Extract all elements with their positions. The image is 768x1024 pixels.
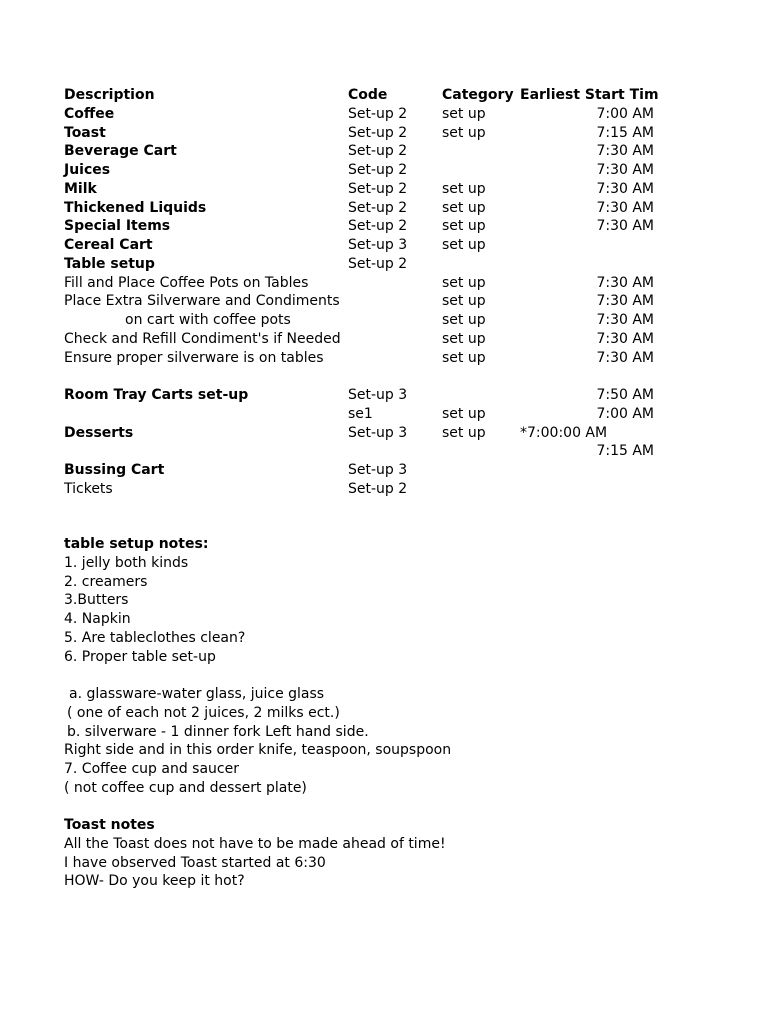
toast-notes-title: Toast notes [64,817,155,833]
notes-title: table setup notes: [64,536,209,552]
toast-note-line: I have observed Toast started at 6:30 [64,854,326,871]
row-category: set up [442,218,486,235]
table-row [64,292,714,311]
header-earliest-start: Earliest Start Tim [520,87,659,103]
row-time: 7:30 AM [596,218,654,235]
row-code: Set-up 2 [348,255,408,272]
toast-note-line: All the Toast does not have to be made ahead of time! [64,835,446,852]
row-description: Beverage Cart [64,143,177,160]
note-line: 5. Are tableclothes clean? [64,629,246,646]
row-category: set up [442,330,486,347]
row-code: Set-up 2 [348,162,408,178]
row-time [520,236,654,255]
row-code: Set-up 3 [348,424,408,441]
table-row [64,386,714,405]
row-description: on cart with coffee pots [125,312,291,328]
row-category: set up [442,349,486,366]
note-line: a. glassware-water glass, juice glass [69,686,325,702]
row-category: set up [442,237,486,253]
row-code: Set-up 2 [348,199,408,216]
row-description: Ensure proper silverware is on tables [64,349,324,366]
table-header-row [64,86,714,105]
row-category: set up [442,312,486,328]
row-time: 7:30 AM [596,330,654,347]
row-category: set up [442,124,486,141]
table-row [64,274,714,293]
header-description: Description [64,87,155,103]
row-time: 7:30 AM [596,312,654,328]
row-description: Check and Refill Condiment's if Needed [64,330,341,347]
note-line: 2. creamers [64,573,148,590]
row-time: 7:15 AM [596,443,654,460]
note-line: ( one of each not 2 juices, 2 milks ect.) [67,704,340,721]
table-row [64,105,714,124]
table-row [64,442,714,461]
note-line: 3.Butters [64,592,129,609]
row-code: Set-up 3 [348,462,408,478]
row-description: Milk [64,180,97,197]
note-line: 1. jelly both kinds [64,554,189,571]
table-row [64,424,714,443]
row-description: Desserts [64,424,134,441]
row-time: 7:30 AM [596,199,654,216]
header-code: Code [348,87,388,103]
row-code: Set-up 2 [348,105,408,122]
table-row [64,311,714,330]
row-description: Toast [64,124,106,141]
table-row [64,161,714,180]
toast-notes [64,816,714,891]
row-time: 7:30 AM [596,162,654,178]
row-time: 7:30 AM [596,274,654,291]
row-time: 7:30 AM [596,349,654,366]
toast-note-line: HOW- Do you keep it hot? [64,873,245,890]
row-code: Set-up 3 [348,387,408,403]
table-row [64,330,714,349]
row-description: Fill and Place Coffee Pots on Tables [64,274,309,291]
row-category: set up [442,180,486,197]
note-line: 6. Proper table set-up [64,648,216,665]
table-row [64,180,714,199]
row-code: Set-up 2 [348,218,408,235]
row-time [520,480,654,499]
table-row [64,217,714,236]
row-description: Cereal Cart [64,237,153,253]
row-category: set up [442,199,486,216]
row-code: Set-up 2 [348,180,408,197]
row-category: set up [442,274,486,291]
table-row [64,480,714,499]
table-row [64,255,714,274]
note-line: ( not coffee cup and dessert plate) [64,779,307,796]
row-code: Set-up 2 [348,480,408,497]
row-category: set up [442,424,486,441]
note-line: 7. Coffee cup and saucer [64,761,239,777]
table-row [64,199,714,218]
row-description: Table setup [64,255,155,272]
table-row [64,142,714,161]
row-code: Set-up 2 [348,124,408,141]
setup-schedule-table [64,86,714,499]
row-category: set up [442,405,486,422]
row-category: set up [442,105,486,122]
row-time: 7:30 AM [596,143,654,160]
table-row [64,349,714,368]
table-row [64,461,714,480]
row-description: Room Tray Carts set-up [64,387,249,403]
row-time: 7:30 AM [596,180,654,197]
note-line: Right side and in this order knife, teaspoon, soupspoon [64,742,452,759]
table-setup-notes [64,535,714,798]
spacer [64,367,714,386]
row-code: Set-up 2 [348,143,408,160]
row-time: 7:50 AM [596,387,654,403]
row-description: Bussing Cart [64,462,165,478]
row-description: Tickets [64,480,113,497]
row-time: *7:00:00 AM [520,424,608,441]
row-description: Special Items [64,218,171,235]
row-time: 7:00 AM [596,105,654,122]
note-line [64,666,714,685]
row-time: 7:15 AM [596,124,654,141]
row-description: Place Extra Silverware and Condiments [64,293,340,310]
header-category: Category [442,87,514,103]
note-line: b. silverware - 1 dinner fork Left hand side. [67,723,369,740]
row-time [520,461,654,480]
row-description: Juices [64,162,111,178]
row-code: se1 [348,405,373,422]
table-row [64,124,714,143]
row-code: Set-up 3 [348,237,408,253]
row-description: Coffee [64,105,115,122]
row-description: Thickened Liquids [64,199,207,216]
row-time [520,255,654,274]
row-category: set up [442,293,486,310]
note-line: 4. Napkin [64,611,131,627]
table-row [64,405,714,424]
row-time: 7:00 AM [596,405,654,422]
table-row [64,236,714,255]
row-time: 7:30 AM [596,293,654,310]
